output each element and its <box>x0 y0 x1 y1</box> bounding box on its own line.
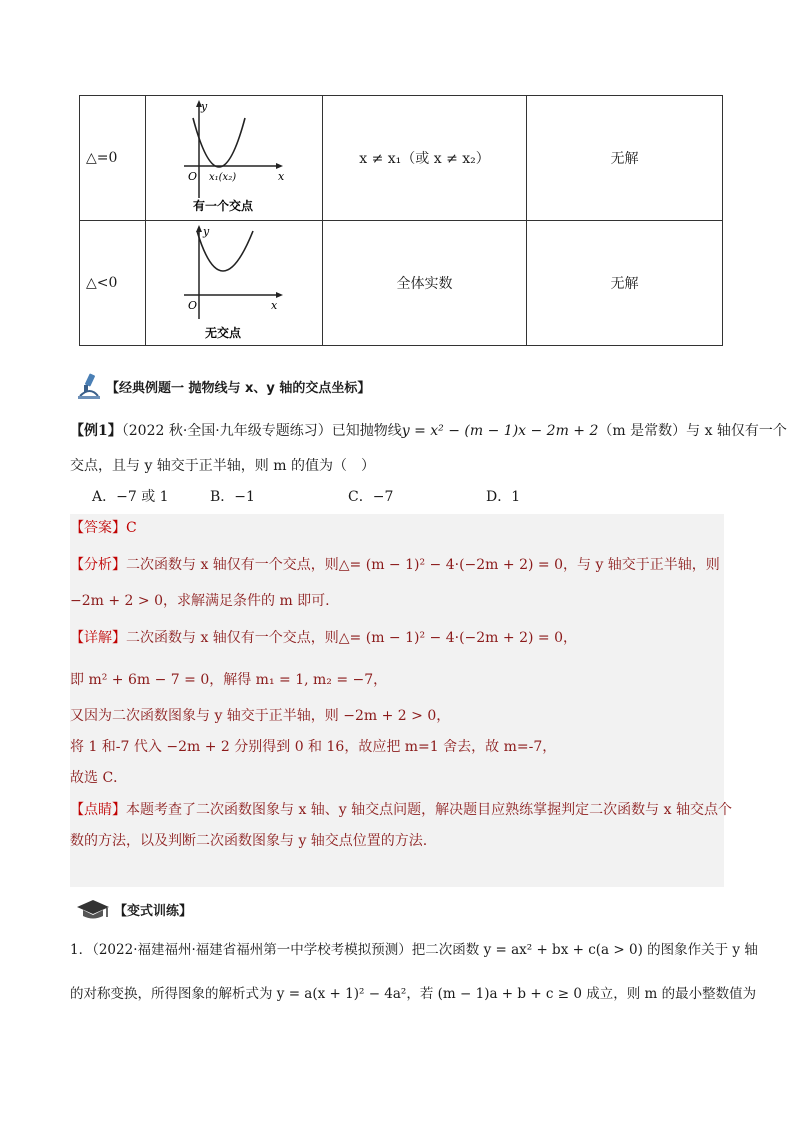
detail-tag: 【详解】 <box>70 630 126 646</box>
y-axis-label: y <box>203 225 210 238</box>
option-a: A．−7 或 1 <box>92 489 169 505</box>
comment-line-1 <box>70 800 732 820</box>
inequality-table <box>79 95 723 346</box>
comment-tag: 【点睛】 <box>70 802 126 818</box>
parabola-one-intersection-graph <box>179 98 289 218</box>
table-row <box>80 96 723 221</box>
section-title: 【经典例题一 抛物线与 x、y 轴的交点坐标】 <box>106 380 371 396</box>
answer-cell: 无解 <box>527 96 723 221</box>
y-axis-label: y <box>201 100 208 113</box>
analysis-text-1: 二次函数与 x 轴仅有一个交点，则△= (m − 1)² − 4·(−2m + 2) = 0，与 y 轴交于正半轴，则 <box>126 557 720 573</box>
x-axis-label: x <box>271 299 278 312</box>
analysis-line-2: −2m + 2 > 0，求解满足条件的 m 即可. <box>70 593 330 609</box>
problem-1-line-2: 的对称变换，所得图象的解析式为 y = a(x + 1)² − 4a²，若 (m − 1)a + b + c ≥ 0 成立，则 m 的最小整数值为 <box>70 986 757 1002</box>
example-line-2: 交点，且与 y 轴交于正半轴，则 m 的值为（ ） <box>70 458 375 474</box>
answer-line <box>70 518 137 538</box>
section-heading <box>76 371 370 401</box>
answer-cell: 无解 <box>527 221 723 346</box>
option-d: D．1 <box>486 489 521 505</box>
analysis-tag: 【分析】 <box>70 557 126 573</box>
example-tag: 【例1】 <box>70 423 122 439</box>
detail-line-3: 又因为二次函数图象与 y 轴交于正半轴，则 −2m + 2 > 0， <box>70 708 451 724</box>
graph-caption: 无交点 <box>205 326 242 340</box>
comment-text-1: 本题考查了二次函数图象与 x 轴、y 轴交点问题，解决题目应熟练掌握判定二次函数与 x 轴交点个 <box>126 802 732 818</box>
detail-text-1: 二次函数与 x 轴仅有一个交点，则△= (m − 1)² − 4·(−2m + 2) = 0， <box>126 630 577 646</box>
graduation-cap-icon <box>76 897 110 921</box>
microscope-icon <box>76 372 102 400</box>
example-source: （2022 秋·全国·九年级专题练习） <box>121 423 332 439</box>
example-line-1 <box>70 421 787 441</box>
detail-line-4: 将 1 和-7 代入 −2m + 2 分别得到 0 和 16，故应把 m=1 舍去，故 m=-7， <box>70 739 557 755</box>
graph-cell <box>146 221 323 346</box>
option-b: B．−1 <box>210 489 255 505</box>
origin-label: O <box>188 170 198 183</box>
answer-value: C <box>126 520 137 536</box>
example-text: 已知抛物线 <box>331 423 402 439</box>
answer-tag: 【答案】 <box>70 520 126 536</box>
condition-cell: △<0 <box>80 221 146 346</box>
condition-cell: △=0 <box>80 96 146 221</box>
detail-line-1 <box>70 628 577 648</box>
example-formula: y = x² − (m − 1)x − 2m + 2 <box>401 423 599 439</box>
table-row <box>80 221 723 346</box>
variant-heading <box>76 894 192 924</box>
solution-set-cell: 全体实数 <box>323 221 527 346</box>
point-label: x₁(x₂) <box>209 172 237 183</box>
parabola-no-intersection-graph <box>179 223 289 343</box>
option-c: C．−7 <box>348 489 394 505</box>
origin-label: O <box>188 299 198 312</box>
solution-set-cell: x ≠ x₁（或 x ≠ x₂） <box>323 96 527 221</box>
graph-cell <box>146 96 323 221</box>
comment-line-2: 数的方法，以及判断二次函数图象与 y 轴交点位置的方法. <box>70 833 428 849</box>
analysis-line-1 <box>70 555 720 575</box>
x-axis-label: x <box>278 170 285 183</box>
graph-caption: 有一个交点 <box>193 199 254 213</box>
detail-line-5: 故选 C． <box>70 770 128 786</box>
problem-1-line-1: 1．（2022·福建福州·福建省福州第一中学校考模拟预测）把二次函数 y = ax² + bx + c(a > 0) 的图象作关于 y 轴 <box>70 942 758 958</box>
detail-line-2: 即 m² + 6m − 7 = 0，解得 m₁ = 1, m₂ = −7， <box>70 672 388 688</box>
example-text-2: （m 是常数）与 x 轴仅有一个 <box>598 423 787 439</box>
variant-title: 【变式训练】 <box>114 903 193 919</box>
